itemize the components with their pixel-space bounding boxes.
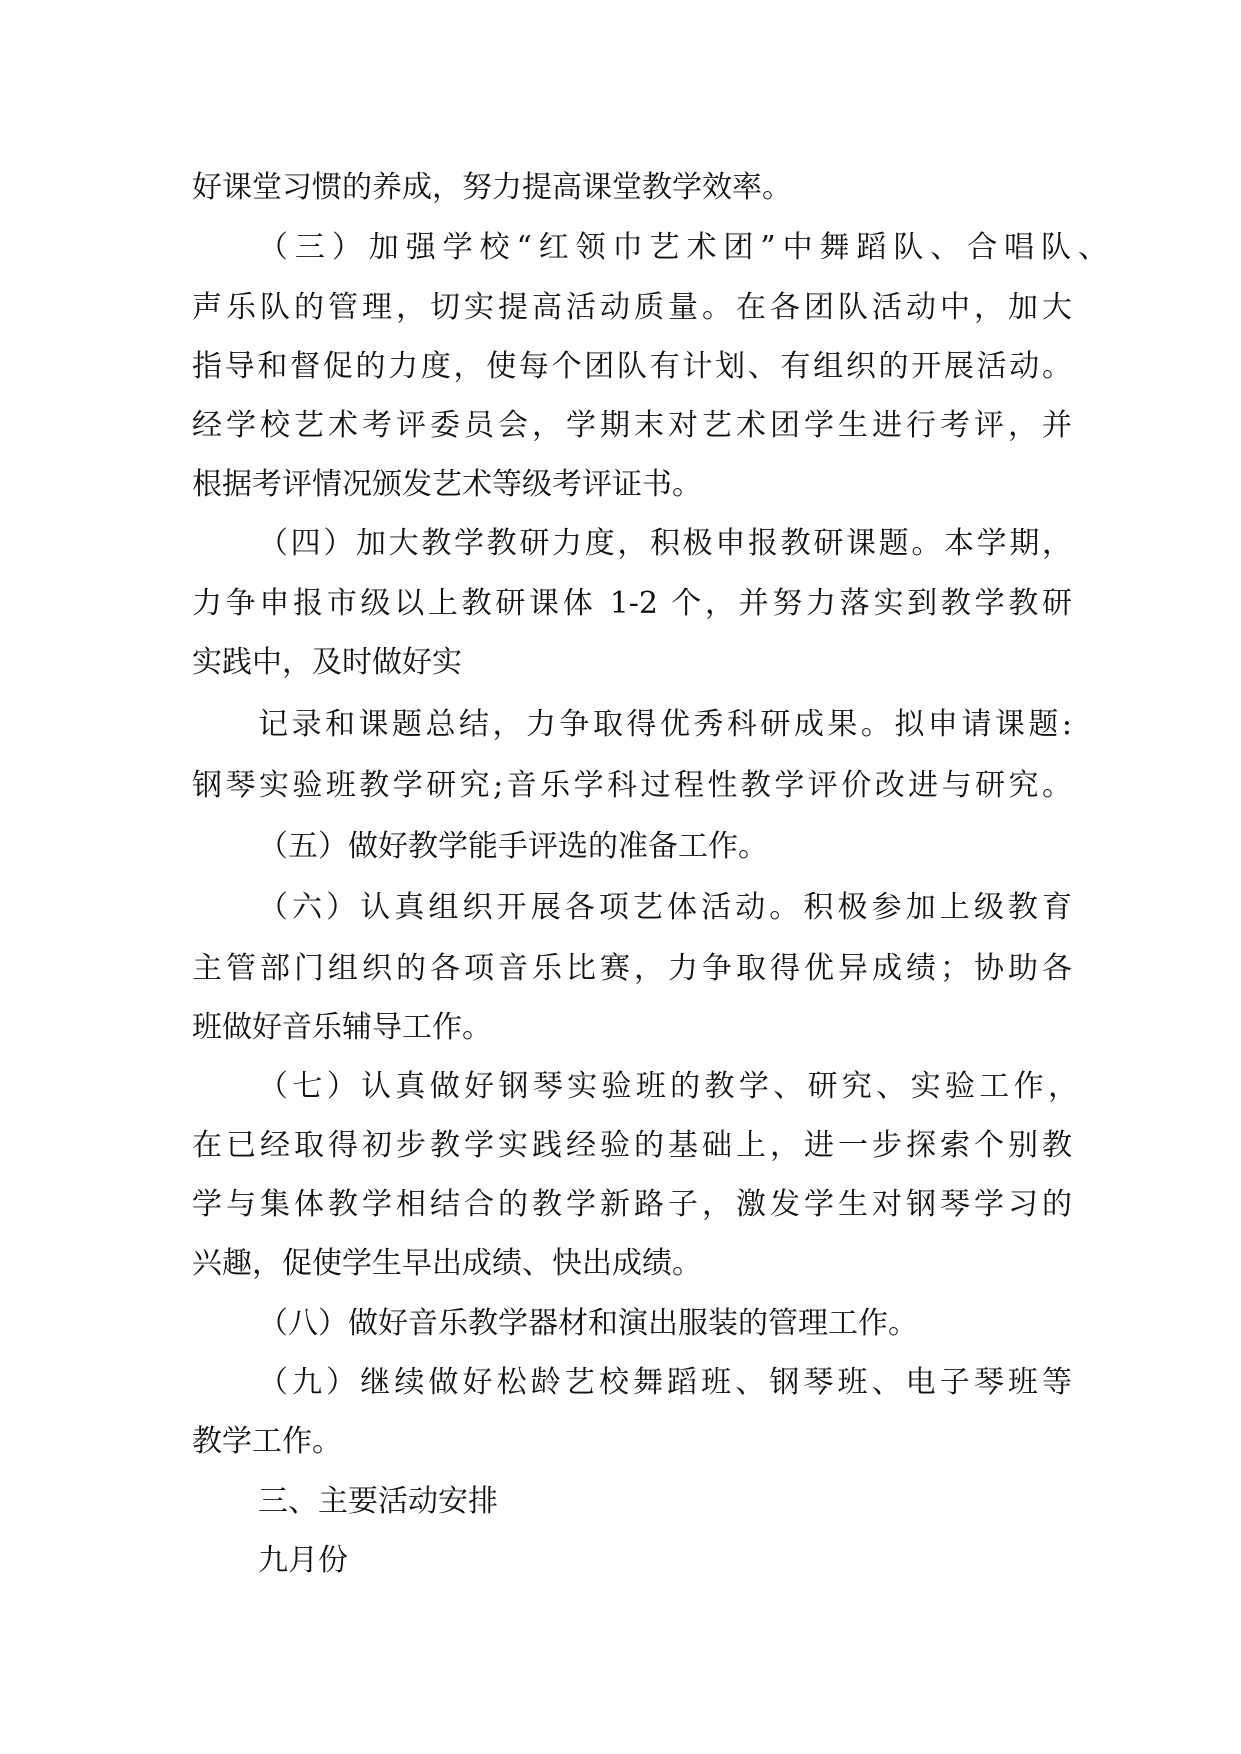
section-heading: 三、主要活动安排: [258, 1484, 498, 1519]
text-line: 力争申报市级以上教研课体 1-2 个，并努力落实到教学教研: [192, 586, 1072, 621]
text-line: 教学工作。: [192, 1424, 342, 1459]
text-line: 实践中，及时做好实: [192, 645, 462, 680]
text-line: （四）加大教学教研力度，积极申报教研课题。本学期，: [258, 526, 1072, 561]
text-line: 根据考评情况颁发艺术等级考评证书。: [192, 467, 702, 502]
text-line: 指导和督促的力度，使每个团队有计划、有组织的开展活动。: [192, 349, 1072, 384]
text-line: 记录和课题总结，力争取得优秀科研成果。拟申请课题:: [258, 707, 1072, 742]
text-line: 班做好音乐辅导工作。: [192, 1010, 492, 1045]
text-line: 经学校艺术考评委员会，学期末对艺术团学生进行考评，并: [192, 408, 1072, 443]
text-line: 学与集体教学相结合的教学新路子，激发学生对钢琴学习的: [192, 1187, 1072, 1222]
text-line: （八）做好音乐教学器材和演出服装的管理工作。: [258, 1306, 918, 1341]
subsection-heading: 九月份: [258, 1543, 348, 1578]
text-line: 主管部门组织的各项音乐比赛，力争取得优异成绩；协助各: [192, 951, 1072, 986]
text-line: 好课堂习惯的养成，努力提高课堂教学效率。: [192, 170, 792, 205]
text-line: （六）认真组织开展各项艺体活动。积极参加上级教育: [258, 890, 1072, 925]
text-line: （九）继续做好松龄艺校舞蹈班、钢琴班、电子琴班等: [258, 1365, 1072, 1400]
text-line: （五）做好教学能手评选的准备工作。: [258, 829, 768, 864]
text-line: 声乐队的管理，切实提高活动质量。在各团队活动中，加大: [192, 290, 1072, 325]
text-line: （三）加强学校“红领巾艺术团”中舞蹈队、合唱队、: [258, 230, 1108, 265]
text-line: 在已经取得初步教学实践经验的基础上，进一步探索个别教: [192, 1128, 1072, 1163]
text-line: 兴趣，促使学生早出成绩、快出成绩。: [192, 1246, 702, 1281]
text-line: 钢琴实验班教学研究;音乐学科过程性教学评价改进与研究。: [192, 768, 1072, 803]
text-line: （七）认真做好钢琴实验班的教学、研究、实验工作，: [258, 1069, 1078, 1104]
